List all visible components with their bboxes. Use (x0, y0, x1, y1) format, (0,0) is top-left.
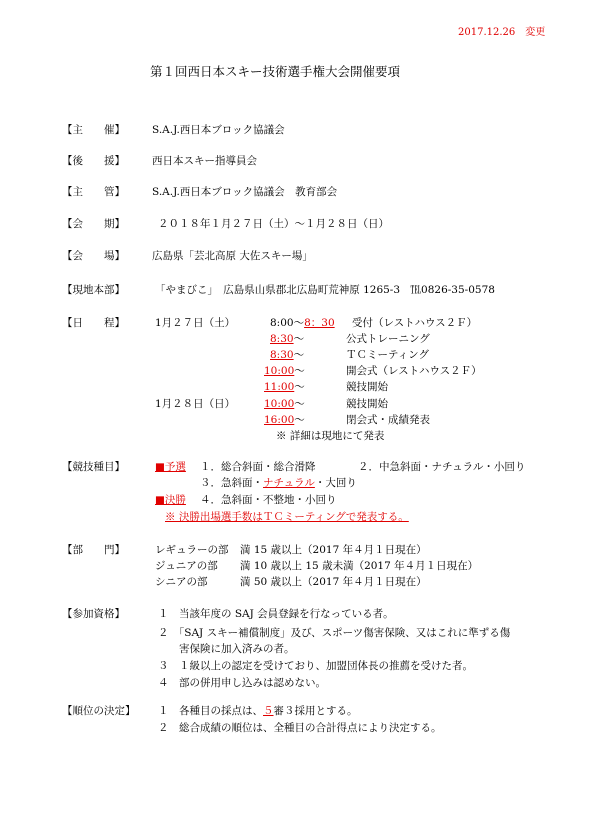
schedule-row-5 (264, 398, 305, 411)
division-cond-2: 満 50 歳以上（2017 年４月１日現在） (240, 576, 427, 588)
schedule-row-2 (270, 349, 304, 362)
schedule-time-sep: ～ (293, 333, 305, 345)
division-cond-0: 満 15 歳以上（2017 年４月１日現在） (240, 544, 427, 556)
schedule-event-2: ＴＣミーティング (346, 349, 429, 361)
period-label: 【会 期】 (62, 218, 125, 230)
venue-label: 【会 場】 (62, 250, 125, 262)
schedule-label: 【日 程】 (62, 317, 125, 329)
ranking-item-1-prefix: １ 各種目の採点は、 (158, 705, 263, 717)
qualification-item-2-cont: 害保険に加入済みの者。 (158, 643, 295, 655)
hq-label: 【現地本部】 (62, 284, 125, 296)
qualification-label: 【参加資格】 (62, 608, 125, 620)
schedule-day2: 1月２８日（日） (155, 398, 236, 410)
schedule-time-changed: 8：30 (304, 317, 335, 329)
division-cond-1: 満 10 歳以上 15 歳未満（2017 年４月１日現在） (240, 560, 479, 572)
prelim-event-3-prefix: ３．急斜面・ (200, 477, 263, 489)
support-label: 【後 援】 (62, 155, 125, 167)
schedule-row-0 (270, 317, 335, 330)
schedule-time-changed: 8:30 (270, 333, 294, 345)
schedule-event-3: 開会式（レストハウス２Ｆ） (346, 365, 482, 377)
ranking-item-1-suffix: 審３採用とする。 (273, 705, 358, 717)
schedule-time-sep: ～ (294, 365, 305, 377)
schedule-row-1 (270, 333, 304, 346)
qualification-item-3: ３ １級以上の認定を受けており、加盟団体長の推薦を受けた者。 (158, 660, 473, 672)
prelim-event-2: ２．中急斜面・ナチュラル・小回り (358, 461, 526, 473)
schedule-row-3 (264, 365, 305, 378)
schedule-time-changed: 10:00 (264, 398, 295, 410)
revision-notice: 2017.12.26 変更 (458, 27, 546, 38)
ranking-item-1 (158, 705, 358, 718)
sponsor-value: S.A.J.西日本ブロック協議会 (152, 124, 285, 136)
schedule-row-6 (264, 414, 305, 427)
final-tag: ■決勝 (155, 494, 186, 506)
period-value: ２０１８年１月２７日（土）～１月２８日（日） (158, 218, 389, 230)
prelim-event-3-suffix: ・大回り (314, 477, 357, 489)
prelim-tag: ■予選 (155, 461, 186, 473)
division-name-0: レギュラーの部 (155, 544, 229, 556)
schedule-note: ※ 詳細は現地にて発表 (276, 430, 385, 442)
qualification-item-2: ２ 「SAJ スキー補償制度」及び、スポーツ傷害保険、又はこれに準ずる傷 (158, 627, 511, 639)
schedule-row-4 (264, 381, 305, 394)
schedule-time-sep: ～ (294, 414, 305, 426)
events-label: 【競技種目】 (62, 461, 125, 473)
schedule-time-sep: ～ (293, 349, 305, 361)
manager-value: S.A.J.西日本ブロック協議会 教育部会 (152, 186, 338, 198)
schedule-time-sep: ～ (294, 398, 305, 410)
schedule-time-sep: ～ (294, 381, 305, 393)
prelim-event-3 (200, 477, 357, 490)
schedule-event-5: 競技開始 (346, 398, 388, 410)
divisions-label: 【部 門】 (62, 544, 125, 556)
hq-value: 「やまびこ」 広島県山県郡北広島町荒神原 1265-3 ℡0826-35-0578 (155, 284, 495, 296)
schedule-event-1: 公式トレーニング (346, 333, 430, 345)
schedule-time-changed: 8:30 (270, 349, 294, 361)
ranking-label: 【順位の決定】 (62, 705, 136, 717)
schedule-time-changed: 10:00 (264, 365, 295, 377)
prelim-event-1: １．総合斜面・総合滑降 (200, 461, 316, 473)
ranking-item-1-changed: ５ (263, 705, 274, 717)
ranking-item-2: ２ 総合成績の順位は、全種目の合計得点により決定する。 (158, 722, 442, 734)
schedule-event-0: 受付（レストハウス２Ｆ） (352, 317, 478, 329)
schedule-day1: 1月２７日（土） (155, 317, 236, 329)
schedule-event-6: 閉会式・成績発表 (346, 414, 430, 426)
schedule-time-changed: 11:00 (264, 381, 295, 393)
prelim-event-3-changed: ナチュラル (263, 477, 315, 489)
final-note: ※ 決勝出場選手数はＴＣミーティングで発表する。 (165, 511, 409, 523)
division-name-2: シニアの部 (155, 576, 208, 588)
sponsor-label: 【主 催】 (62, 124, 125, 136)
division-name-1: ジュニアの部 (155, 560, 218, 572)
schedule-time-start: 8:00～ (270, 317, 305, 329)
qualification-item-1: １ 当該年度の SAJ 会員登録を行なっている者。 (158, 608, 394, 620)
support-value: 西日本スキー指導員会 (152, 155, 257, 167)
page-title: 第１回西日本スキー技術選手権大会開催要項 (150, 64, 401, 79)
venue-value: 広島県「芸北高原 大佐スキー場」 (152, 250, 313, 262)
schedule-time-changed: 16:00 (264, 414, 295, 426)
schedule-event-4: 競技開始 (346, 381, 388, 393)
manager-label: 【主 管】 (62, 186, 125, 198)
qualification-item-4: ４ 部の併用申し込みは認めない。 (158, 677, 326, 689)
final-event-4: ４．急斜面・不整地・小回り (200, 494, 337, 506)
